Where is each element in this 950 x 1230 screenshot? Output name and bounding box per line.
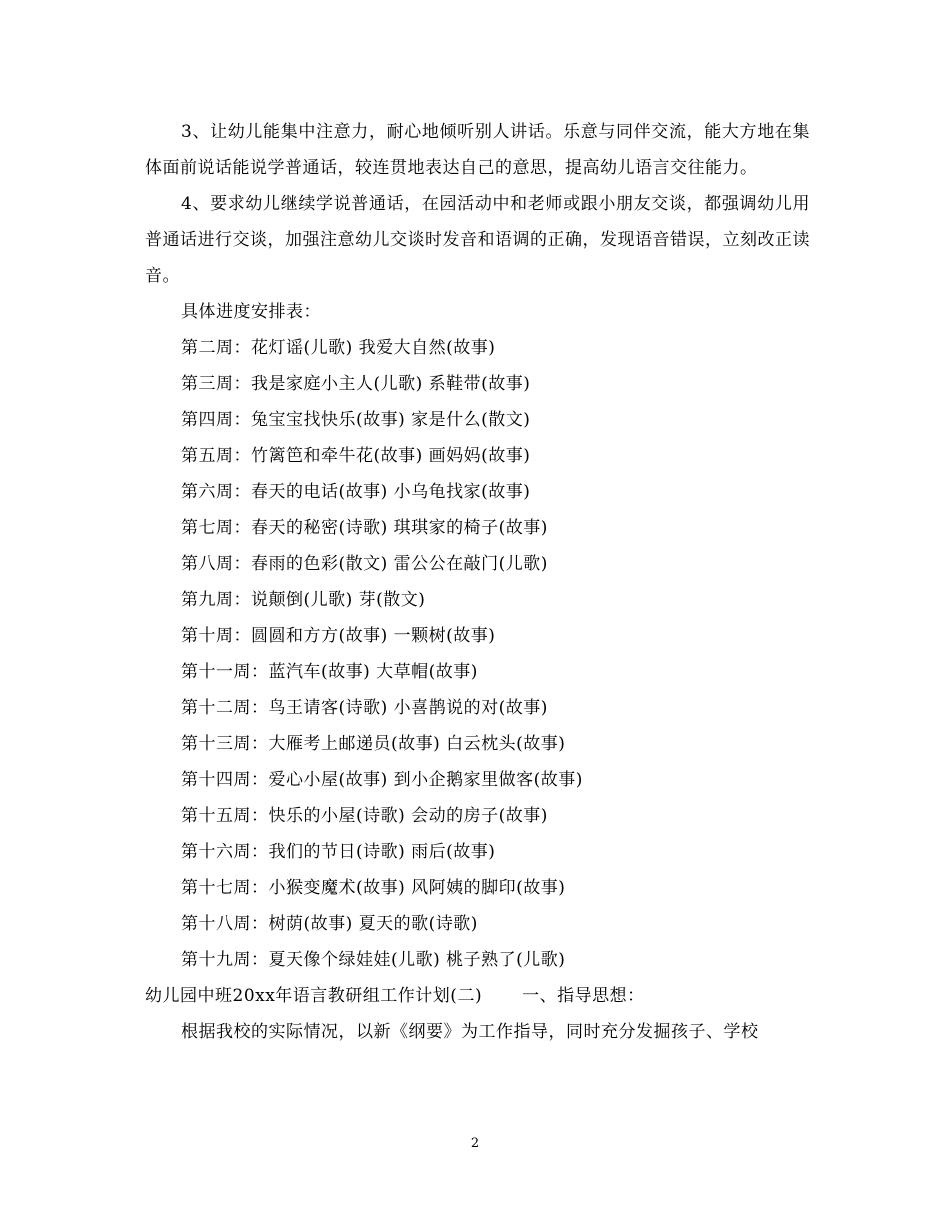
schedule-item: 第十周：圆圆和方方(故事) 一颗树(故事) xyxy=(181,626,496,646)
schedule-item: 第八周：春雨的色彩(散文) 雷公公在敲门(儿歌) xyxy=(181,554,548,574)
schedule-item: 第四周：兔宝宝找快乐(故事) 家是什么(散文) xyxy=(181,410,531,430)
schedule-item: 第五周：竹篱笆和牵牛花(故事) 画妈妈(故事) xyxy=(181,446,531,466)
page-number: 2 xyxy=(470,1136,480,1151)
schedule-item: 第二周：花灯谣(儿歌) 我爱大自然(故事) xyxy=(181,338,496,358)
closing-paragraph: 根据我校的实际情况，以新《纲要》为工作指导，同时充分发掘孩子、学校 xyxy=(181,1022,759,1042)
schedule-title: 具体进度安排表： xyxy=(181,302,321,322)
schedule-item: 第十八周：树荫(故事) 夏天的歌(诗歌) xyxy=(181,914,478,934)
paragraph-4: 4、要求幼儿继续学说普通话，在园活动中和老师或跟小朋友交谈，都强调幼儿用普通话进行交谈，加强注意幼儿交谈时发音和语调的正确，发现语音错误，立刻改正读音。 xyxy=(145,194,810,286)
schedule-item: 第九周：说颠倒(儿歌) 芽(散文) xyxy=(181,590,426,610)
schedule-item: 第三周：我是家庭小主人(儿歌) 系鞋带(故事) xyxy=(181,374,531,394)
schedule-item: 第十三周：大雁考上邮递员(故事) 白云枕头(故事) xyxy=(181,734,566,754)
schedule-item: 第十六周：我们的节日(诗歌) 雨后(故事) xyxy=(181,842,496,862)
schedule-item: 第十五周：快乐的小屋(诗歌) 会动的房子(故事) xyxy=(181,806,548,826)
paragraph-3: 3、让幼儿能集中注意力，耐心地倾听别人讲话。乐意与同伴交流，能大方地在集体面前说话能说学普通话，较连贯地表达自己的意思，提高幼儿语言交往能力。 xyxy=(145,122,810,178)
section-heading-line xyxy=(145,978,810,1014)
schedule-list xyxy=(145,330,810,978)
schedule-item: 第十七周：小猴变魔术(故事) 风阿姨的脚印(故事) xyxy=(181,878,566,898)
schedule-item: 第十一周：蓝汽车(故事) 大草帽(故事) xyxy=(181,662,478,682)
document-body xyxy=(145,114,810,1050)
section-subheading: 一、指导思想： xyxy=(522,986,645,1006)
schedule-item: 第十九周：夏天像个绿娃娃(儿歌) 桃子熟了(儿歌) xyxy=(181,950,566,970)
section-heading: 幼儿园中班20xx年语言教研组工作计划(二) xyxy=(145,986,483,1006)
schedule-item: 第十四周：爱心小屋(故事) 到小企鹅家里做客(故事) xyxy=(181,770,583,790)
schedule-item: 第七周：春天的秘密(诗歌) 琪琪家的椅子(故事) xyxy=(181,518,548,538)
schedule-item: 第六周：春天的电话(故事) 小乌龟找家(故事) xyxy=(181,482,531,502)
schedule-item: 第十二周：鸟王请客(诗歌) 小喜鹊说的对(故事) xyxy=(181,698,548,718)
